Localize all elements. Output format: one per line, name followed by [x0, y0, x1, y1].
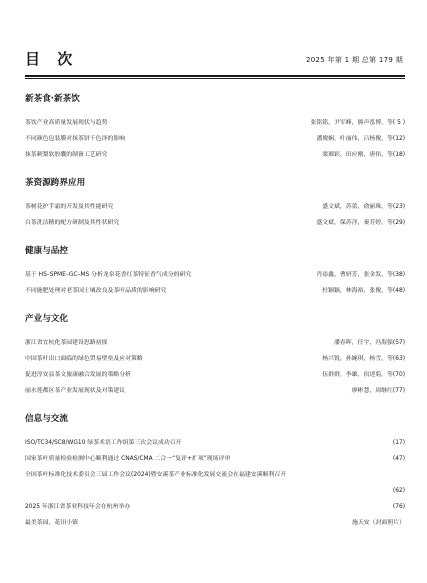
toc-entry[interactable] — [25, 335, 405, 351]
issue-number: 2025 年第 1 期 总第 179 期 — [306, 56, 403, 64]
article-authors-page: 杜颖颖，林海裕，张俊，等(48) — [322, 288, 405, 294]
toc-entry[interactable] — [25, 115, 405, 131]
section-heading: 信息与交流 — [25, 414, 68, 424]
toc-entry[interactable] — [25, 499, 405, 515]
article-title: 抹茶刺梨软胶囊的制备工艺研究 — [25, 152, 108, 158]
article-authors-page: (17) — [392, 440, 405, 446]
toc-section — [25, 93, 405, 163]
toc-entry[interactable] — [25, 267, 405, 283]
toc-section — [25, 177, 405, 231]
article-authors-page: 潘俊娴，叶丽伟，吕杨俊，等(12) — [316, 136, 405, 142]
article-title: 不同施肥处理对老茶园土壤改良及茶叶品质的影响研究 — [25, 288, 167, 294]
toc-section — [25, 313, 405, 399]
toc-entry[interactable] — [25, 451, 405, 467]
article-title: 促进淳安县茶文旅康融合发展的策略分析 — [25, 372, 132, 378]
toc-section — [25, 413, 405, 531]
article-title: 最美茶园，花田小镇 — [25, 520, 79, 526]
article-title: 2025 年浙江省茶业科技年会在杭州举办 — [25, 504, 131, 510]
article-title: 不同颜色包装膜对抹茶饼干色泽的影响 — [25, 136, 126, 142]
article-title: 白茶洗洁精的配方研制及其性状研究 — [25, 220, 120, 226]
article-title: 浙江省宜杭化茶园建设思路初探 — [25, 340, 108, 346]
toc-entry[interactable] — [25, 467, 405, 499]
article-title: ISO/TC34/SC8/WG10 绿茶术语工作组第三次会议成功召开 — [25, 440, 182, 446]
toc-entry[interactable] — [25, 367, 405, 383]
toc-entry[interactable] — [25, 215, 405, 231]
toc-entry[interactable] — [25, 351, 405, 367]
article-title: 茶饮产业高质量发展现状与趋势 — [25, 120, 108, 126]
article-authors-page: (47) — [392, 456, 405, 462]
article-authors-page: 杨兴锐，孙婉琪，杨雪，等(63) — [322, 356, 405, 362]
article-authors-page: 伍群群，李雄，宿述菊，等(70) — [322, 372, 405, 378]
article-authors-page: 盛文斌，保苏洋，秦芳婷，等(29) — [316, 220, 405, 226]
section-heading: 产业与文化 — [25, 314, 68, 324]
toc-entry[interactable] — [25, 515, 405, 531]
article-title: 中国茶叶出口面临的绿色贸易壁垒及应对策略 — [25, 356, 143, 362]
toc-entry[interactable] — [25, 383, 405, 399]
toc-entry[interactable] — [25, 199, 405, 215]
article-authors-page: (76) — [392, 504, 405, 510]
article-authors-page: 潘春晖，任宇，冯海强(57) — [334, 340, 405, 346]
article-title: 全国茶叶标准化技术委员会三届工作会议(2024)暨安溪茶产业标准化发展交流会在福建安溪顺利召开 — [25, 472, 287, 478]
article-title: 基于 HS–SPME–GC–MS 分析龙泉花香红茶特征香气成分的研究 — [25, 272, 192, 278]
toc-entry[interactable] — [25, 131, 405, 147]
article-title: 丽水莲都区茶产业发展现状及对策建议 — [25, 388, 126, 394]
article-authors-page: 盛文斌，苏蕾，俞丽珠，等(23) — [322, 204, 405, 210]
article-title: 茶树花护手霜的开发及其性能研究 — [25, 204, 114, 210]
page-title: 目 次 — [25, 50, 79, 68]
toc-entry[interactable] — [25, 147, 405, 163]
toc-section — [25, 245, 405, 299]
article-authors-page: 肖添鑫，曹妍芳，张金发，等(38) — [316, 272, 405, 278]
section-heading: 新茶食·新茶饮 — [25, 94, 80, 104]
section-heading: 健康与品控 — [25, 246, 68, 256]
article-authors-page: (62) — [392, 488, 405, 494]
article-authors-page: 梁璀彩，田应刚，唐伟，等(18) — [322, 152, 405, 158]
article-authors-page: 廖彬慧，周继红(77) — [351, 388, 405, 394]
header-rule-thin — [25, 78, 405, 79]
header-rule-thick — [25, 75, 405, 77]
section-heading: 茶资源跨界应用 — [25, 178, 86, 188]
article-authors-page: 施天安（封面照片） — [351, 520, 405, 526]
toc-entry[interactable] — [25, 435, 405, 451]
toc-entry[interactable] — [25, 283, 405, 299]
toc-content — [25, 93, 405, 545]
article-title: 国家茶叶质量检验检测中心顺利通过 CNAS/CMA 二合一“复评+扩项”现场评审 — [25, 456, 231, 462]
article-authors-page: 张铭铭，尹军峰，熊声泓博，等( 5 ) — [310, 120, 405, 126]
